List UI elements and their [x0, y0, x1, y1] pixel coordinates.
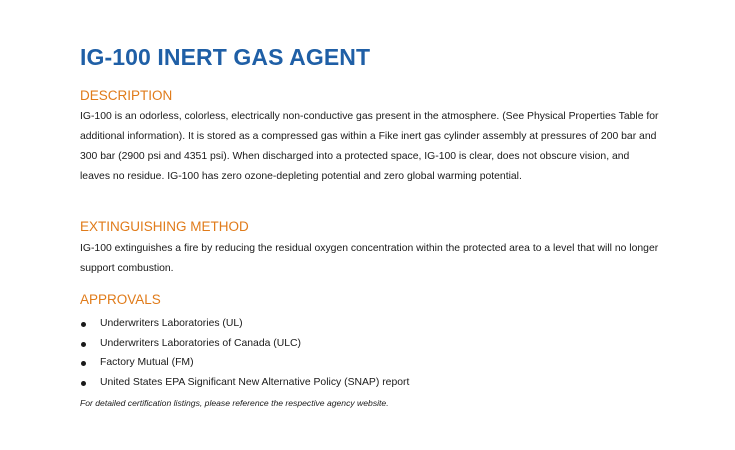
- description-heading: DESCRIPTION: [80, 88, 173, 103]
- extinguishing-method-text: IG-100 extinguishes a fire by reducing the residual oxygen concentration within the protected area to a level that will no longer support combustion.: [80, 243, 659, 274]
- description-text: IG-100 is an odorless, colorless, electrically non-conductive gas present in the atmosphere. (See Physical Properties Table for additional information). It is stored as a compressed gas within a Fike inert gas cylinder assembly at pressures of 200 bar and 300 bar (2900 psi and 4351 psi). When discharged into a protected space, IG-100 is clear, does not obscure vision, and leaves no residue. IG-100 has zero ozone-depleting potential and zero global warming potential.: [80, 111, 659, 182]
- approvals-heading: APPROVALS: [80, 292, 161, 307]
- approval-item: [80, 373, 409, 393]
- approvals-list: [80, 314, 409, 392]
- approval-item: [80, 334, 409, 354]
- certification-note: For detailed certification listings, please reference the respective agency website.: [80, 398, 389, 408]
- bullet-icon: [81, 342, 86, 347]
- bullet-icon: [81, 322, 86, 327]
- bullet-icon: [81, 381, 86, 386]
- approval-item-label: United States EPA Significant New Alternative Policy (SNAP) report: [100, 376, 410, 388]
- bullet-icon: [81, 361, 86, 366]
- page-title: IG-100 INERT GAS AGENT: [80, 44, 371, 70]
- approval-item-label: Underwriters Laboratories of Canada (ULC): [100, 337, 301, 349]
- approval-item-label: Underwriters Laboratories (UL): [100, 318, 243, 329]
- approval-item: [80, 353, 409, 373]
- approval-item-label: Factory Mutual (FM): [100, 357, 194, 368]
- approval-item: [80, 314, 409, 334]
- extinguishing-method-heading: EXTINGUISHING METHOD: [80, 219, 249, 234]
